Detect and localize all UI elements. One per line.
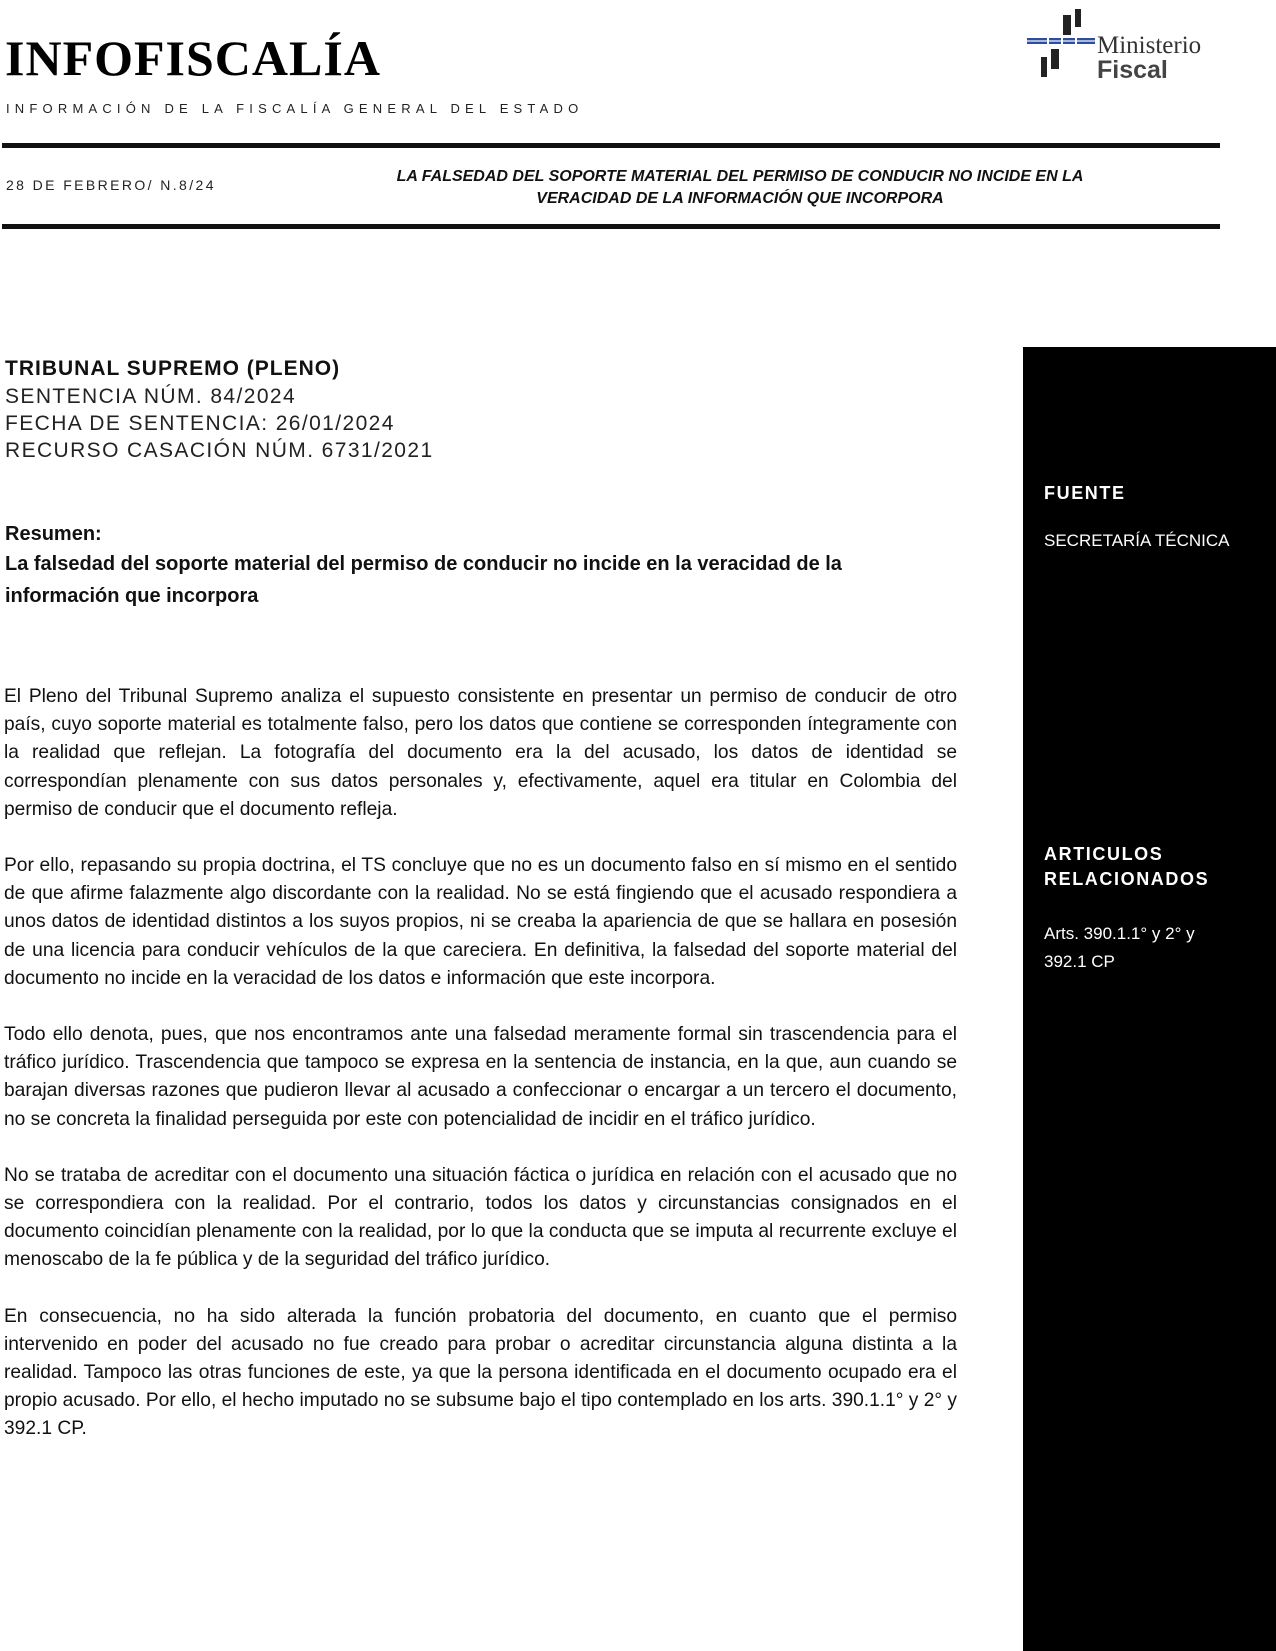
body-paragraph: Por ello, repasando su propia doctrina, el TS concluye que no es un documento falso en sí mismo en el sentido de que afirme falazmente algo discordante con la realidad. No se está fingiendo que el acusado respondiera a unos datos de identidad distintos a los suyos propios, ni se creaba la apariencia de que se hallara en posesión de una licencia para conducir vehículos de la que careciera. En definitiva, la falsedad del soporte material del documento no incide en la veracidad de los datos e información que este incorpora. [4, 855, 957, 989]
issue-headline [355, 166, 1125, 210]
case-info [5, 355, 955, 464]
sentence-number: SENTENCIA NÚM. 84/2024 [5, 385, 297, 408]
logo-emblem-icon [1027, 5, 1097, 85]
body-paragraph: Todo ello denota, pues, que nos encontramos ante una falsedad meramente formal sin trascendencia para el tráfico jurídico. Trascendencia que tampoco se expresa en la sentencia de instancia, en la que, aun cuando se barajan diversas razones que pudieron llevar al acusado a confeccionar o encargar a un tercero el documento, no se concreta la finalidad perseguida por este con potencialidad de incidir en el tráfico jurídico. [4, 1024, 957, 1130]
body-paragraph: No se trataba de acreditar con el documento una situación fáctica o jurídica en relación con el acusado que no se correspondiera con la realidad. Por el contrario, todos los datos y circunstancias consignados en el documento coincidían plenamente con la realidad, por lo que la conducta que se imputa al recurrente excluye el menoscabo de la fe pública y de la seguridad del tráfico jurídico. [4, 1164, 957, 1271]
summary-text: La falsedad del soporte material del permiso de conducir no incide en la veracidad de la información que incorpora [5, 553, 842, 607]
articles-text-line1: Arts. 390.1.1° y 2° y [1044, 924, 1195, 943]
logo-text-line1: Ministerio [1097, 32, 1202, 59]
sentence-date: FECHA DE SENTENCIA: 26/01/2024 [5, 412, 395, 435]
articles-heading-line2: RELACIONADOS [1044, 869, 1210, 889]
masthead-subtitle: INFORMACIÓN DE LA FISCALÍA GENERAL DEL ESTADO [6, 101, 584, 116]
articles-text-line2: 392.1 CP [1044, 952, 1115, 971]
court-name: TRIBUNAL SUPREMO (PLENO) [5, 357, 341, 380]
summary-label: Resumen: [5, 523, 102, 545]
source-text: SECRETARÍA TÉCNICA [1044, 531, 1230, 550]
body-text [4, 683, 957, 1472]
bottom-divider [2, 224, 1220, 229]
top-divider [2, 143, 1220, 148]
masthead-title: INFOFISCALÍA [5, 30, 381, 86]
body-paragraph: En consecuencia, no ha sido alterada la función probatoria del documento, en cuanto que el permiso intervenido en poder del acusado no fue creado para probar o acreditar circunstancia alguna distinta a la realidad. Tampoco las otras funciones de este, ya que la persona identificada en el documento ocupado era el propio acusado. Por ello, el hecho imputado no se subsume bajo el tipo contemplado en los arts. 390.1.1° y 2° y 392.1 CP. [4, 1305, 957, 1440]
sidebar [1023, 347, 1276, 1651]
body-paragraph: El Pleno del Tribunal Supremo analiza el supuesto consistente en presentar un permiso de conducir de otro país, cuyo soporte material es totalmente falso, pero los datos que contiene se corresponden íntegramente con la realidad que reflejan. La fotografía del documento era la del acusado, los datos de identidad se correspondían plenamente con sus datos personales y, efectivamente, aquel era titular en Colombia del permiso de conducir que el documento refleja. [4, 686, 957, 820]
articles-heading-line1: ARTICULOS [1044, 844, 1164, 864]
logo-text-line2: Fiscal [1097, 56, 1168, 84]
issue-date-number: 28 DE FEBRERO/ N.8/24 [6, 177, 216, 193]
source-heading: FUENTE [1044, 483, 1126, 503]
issue-headline-line1: LA FALSEDAD DEL SOPORTE MATERIAL DEL PERMISO DE CONDUCIR NO INCIDE EN LA [396, 168, 1084, 185]
ministerio-fiscal-logo [1027, 5, 1227, 85]
appeal-number: RECURSO CASACIÓN NÚM. 6731/2021 [5, 439, 434, 462]
issue-headline-line2: VERACIDAD DE LA INFORMACIÓN QUE INCORPORA [536, 190, 944, 207]
summary [5, 520, 960, 612]
